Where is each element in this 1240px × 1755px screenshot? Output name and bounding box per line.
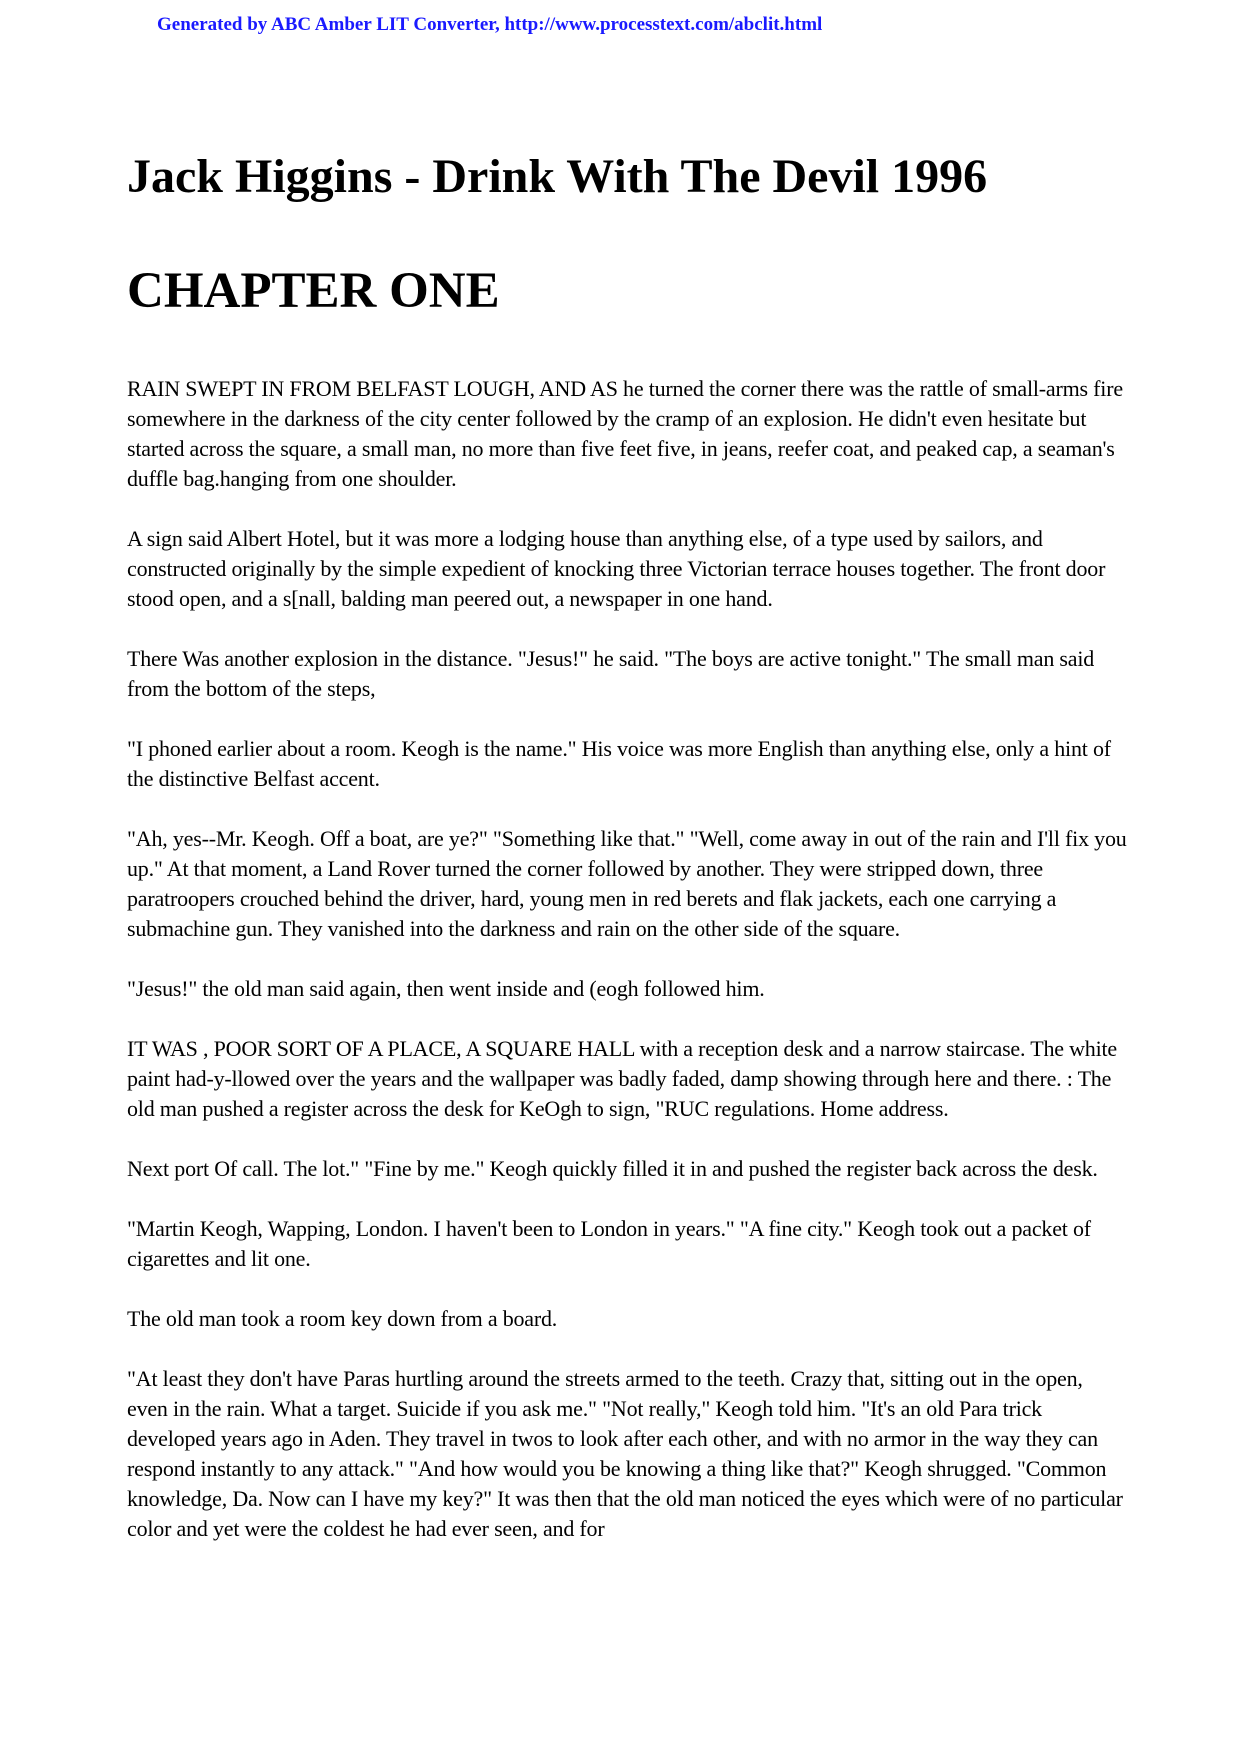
paragraph: A sign said Albert Hotel, but it was more a lodging house than anything else, of a type used by sailors, and constructed originally by the simple expedient of knocking three Victorian terrace houses together. The front door stood open, and a s[nall, balding man peered out, a newspaper in one hand. [127,526,1106,611]
converter-banner: Generated by ABC Amber LIT Converter, http://www.processtext.com/abclit.html [157,14,823,35]
paragraph: "Martin Keogh, Wapping, London. I haven't been to London in years." "A fine city." Keogh took out a packet of cigarettes and lit one. [127,1216,1091,1271]
paragraph: "I phoned earlier about a room. Keogh is the name." His voice was more English than anything else, only a hint of the distinctive Belfast accent. [127,736,1111,791]
paragraph: There Was another explosion in the distance. "Jesus!" he said. "The boys are active tonight." The small man said from the bottom of the steps, [127,646,1095,701]
paragraph: IT WAS , POOR SORT OF A PLACE, A SQUARE HALL with a reception desk and a narrow staircase. The white paint had-y-llowed over the years and the wallpaper was badly faded, damp showing through here and there. : The old man pushed a register across the desk for KeOgh to sign, "RUC regulations. Home address. [127,1036,1117,1121]
chapter-title: CHAPTER ONE [127,263,500,319]
paragraph: RAIN SWEPT IN FROM BELFAST LOUGH, AND AS he turned the corner there was the rattle of small-arms fire somewhere in the darkness of the city center followed by the cramp of an explosion. He didn't even hesitate but started across the square, a small man, no more than five feet five, in jeans, reefer coat, and peaked cap, a seaman's duffle bag.hanging from one shoulder. [127,376,1123,491]
paragraph: "Ah, yes--Mr. Keogh. Off a boat, are ye?" "Something like that." "Well, come away in out of the rain and I'll fix you up." At that moment, a Land Rover turned the corner followed by another. They were stripped down, three paratroopers crouched behind the driver, hard, young men in red berets and flak jackets, each one carrying a submachine gun. They vanished into the darkness and rain on the other side of the square. [127,826,1127,941]
paragraph: Next port Of call. The lot." "Fine by me." Keogh quickly filled it in and pushed the register back across the desk. [127,1156,1098,1181]
paragraph: "Jesus!" the old man said again, then went inside and (eogh followed him. [127,976,765,1001]
paragraph: "At least they don't have Paras hurtling around the streets armed to the teeth. Crazy that, sitting out in the open, even in the rain. What a target. Suicide if you ask me." "Not really," Keogh told him. "It's an old Para trick developed years ago in Aden. They travel in twos to look after each other, and with no armor in the way they can respond instantly to any attack." "And how would you be knowing a thing like that?" Keogh shrugged. "Common knowledge, Da. Now can I have my key?" It was then that the old man noticed the eyes which were of no particular color and yet were the coldest he had ever seen, and for [127,1366,1123,1541]
paragraph: The old man took a room key down from a board. [127,1306,558,1331]
book-title: Jack Higgins - Drink With The Devil 1996 [127,150,988,203]
chapter-body [127,374,1127,1574]
